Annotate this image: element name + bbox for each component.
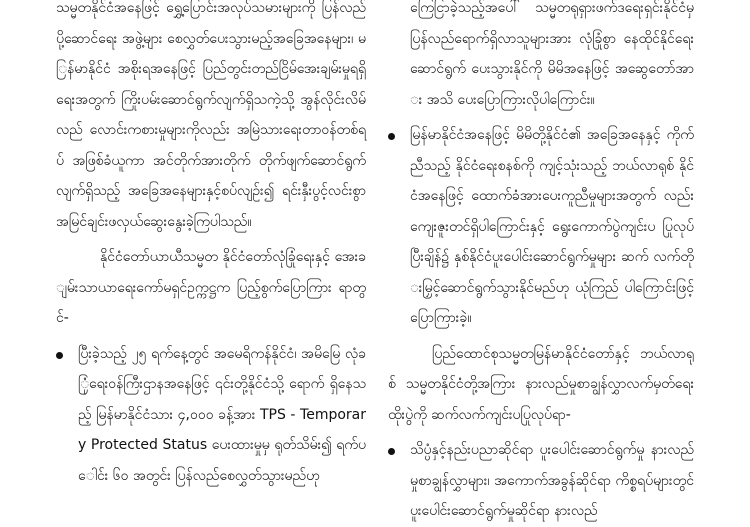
body-paragraph-indented: နိုင်ငံတော်ယာယီသမ္မတ နိုင်ငံတော်လုံခြုံရေးနှင့် အေးချမ်းသာယာရေးကော်မရှင်ဥက္ကဋ္ဌက ပြည့်စွက်ပြောကြား ရာတွင်-: [56, 249, 366, 326]
body-paragraph: သမ္မတနိုင်ငံအနေဖြင့် ရွှေ့ပြောင်းအလုပ်သမားများကို ပြန်လည်ပို့ဆောင်ရေး အဖွဲ့များ စေလွှတ်ပေးသွားမည့်အခြေအနေများ၊ မြန်မာနိုင်ငံ အစိုးရအနေဖြင့် ပြည်တွင်းတည်ငြိမ်အေးချမ်းမှုရရှိရေးအတွက် ကြိုးပမ်းဆောင်ရွက်လျက်ရှိသကဲ့သို့ အွန်လိုင်းလိမ်လည် လောင်းကစားမှုများကိုလည်း အမြဲသားရေးတာဝန်တစ်ရပ် အဖြစ်ခံယူကာ အင်တိုက်အားတိုက် တိုက်ဖျက်ဆောင်ရွက် လျက်ရှိသည့် အခြေအနေများနှင့်စပ်လျဉ်း၍ ရင်းနှီးပွင့်လင်းစွာ အမြင်ချင်းဖလှယ်ဆွေးနွေးခဲ့ကြပါသည်။: [56, 0, 366, 230]
bullet-text: သိပ္ပံနှင့်နည်းပညာဆိုင်ရာ ပူးပေါင်းဆောင်ရွက်မှု နားလည်မှုစာချွန်လွှာများ၊ အကောက်အခွန်ဆိုင်ရာ ကိစ္စရပ်များတွင် ပူးပေါင်းဆောင်ရွက်မှုဆိုင်ရာ နားလည်: [410, 442, 694, 519]
bullet-dot-icon: [388, 133, 395, 140]
bullet-text: မြန်မာနိုင်ငံအနေဖြင့် မိမိတို့နိုင်ငံ၏ အခြေအနေနှင့် ကိုက်ညီသည့် နိုင်ငံရေးစနစ်ကို ကျင့်သုံးသည့် ဘယ်လာရုစ် နိုင်ငံအနေဖြင့် ထောက်ခံအားပေးကူညီမှုများအတွက် လည်း ကျေးဇူးတင်ရှိပါကြောင်းနှင့် ရွေးကောက်ပွဲကျင်းပ ပြုလုပ်ပြီးချိန်၌ နှစ်နိုင်ငံပူးပေါင်းဆောင်ရွက်မှုများ ဆက် လက်တိုးမြှင့်ဆောင်ရွက်သွားနိုင်မည်ဟု ယုံကြည် ပါကြောင်းဖြင့် ပြောကြားခဲ့။: [410, 127, 694, 326]
bullet-item: [388, 120, 694, 334]
bullet-dot-icon: [388, 448, 395, 455]
bullet-text: ပြီးခဲ့သည့် ၂၅ ရက်နေ့တွင် အမေရိကန်နိုင်ငံ၊ အမိမြေ လုံခြုံရေးဝန်ကြီးဌာနအနေဖြင့် ၎င်းတို့နိုင်ငံသို့ ရောက် ရှိနေသည့် မြန်မာနိုင်ငံသား ၄,၀၀၀ ခန့်အား TPS - Temporary Protected Status ပေးထားမှုမှ ရုတ်သိမ်း၍ ရက်ပေါင်း ၆၀ အတွင်း ပြန်လည်စေလွှတ်သွားမည်ဟု: [78, 345, 366, 484]
bullet-item: [388, 435, 694, 527]
body-paragraph-indented: ပြည်ထောင်စုသမ္မတမြန်မာနိုင်ငံတော်နှင့် ဘယ်လာရုစ် သမ္မတနိုင်ငံတို့အကြား နားလည်မှုစာချွန်လွှာလက်မှတ်ရေး ထိုးပွဲကို ဆက်လက်ကျင်းပပြုလုပ်ရာ-: [388, 345, 694, 423]
bullet-item: [56, 339, 366, 492]
bullet-dot-icon: [56, 352, 63, 359]
continued-paragraph: ကြေငြာခဲ့သည့်အပေါ် သမ္မတရုရှားဖက်ဒရေးရှင်းနိုင်ငံမှ ပြန်လည်ရောက်ရှိလာသူများအား လုံခြုံစွာ နေထိုင်နိုင်ရေး ဆောင်ရွက် ပေးသွားနိုင်ကို မိမိအနေဖြင့် အဆွေတော်အား အသိ ပေးပြောကြားလိုပါကြောင်း။: [410, 0, 694, 108]
left-column: [56, 0, 366, 491]
right-column: [388, 0, 694, 527]
